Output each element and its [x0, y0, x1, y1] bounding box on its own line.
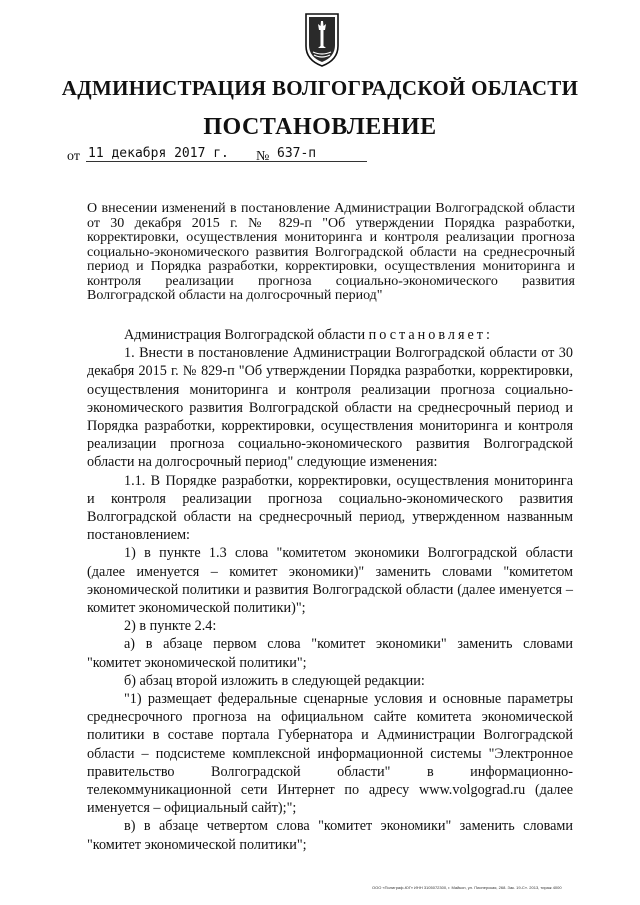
organization-title: АДМИНИСТРАЦИЯ ВОЛГОГРАДСКОЙ ОБЛАСТИ: [61, 76, 579, 100]
quoted-text: "1) размещает федеральные сценарные условия и основные параметры среднесрочного прогноза на официальном сайте комитета экономической политики в составе портала Губернатора и Администрации Волгоградской области – подсистеме комплексной информационной системы "Электронное правительство Волгоградской области" в информационно-телекоммуникационной сети Интернет по адресу www.volgograd.ru (далее именуется – официальный сайт);";: [87, 691, 573, 817]
date-number-line: [67, 146, 367, 166]
item-a: а) в абзаце первом слова "комитет экономики" заменить словами "комитет экономической политики";: [87, 636, 573, 671]
item-1: 1) в пункте 1.3 слова "комитетом экономики Волгоградской области (далее именуется – комитет экономики)" заменить словами "комитетом экономической политики и развития Волгоградской области (далее именуется – комитет экономической политики)";: [87, 545, 573, 617]
document-type-title: ПОСТАНОВЛЕНИЕ: [203, 114, 437, 140]
number-prefix: №: [256, 149, 270, 164]
intro-paragraph: [87, 326, 573, 344]
document-subject: О внесении изменений в постановление Администрации Волгоградской области от 30 декабря 2015 г. № 829-п "Об утверждении Порядка разработки, корректировки, осуществления мониторинга и контроля реализации прогноза социально-экономического развития Волгоградской области на среднесрочный период и Порядка разработки, корректировки, осуществления мониторинга и контроля реализации прогноза социально-экономического развития Волгоградской области на долгосрочный период": [87, 201, 575, 303]
intro-verb: постановляет:: [368, 327, 493, 343]
paragraph-1-1: 1.1. В Порядке разработки, корректировки, осуществления мониторинга и контроля реализации прогноза социально-экономического развития Волгоградской области на среднесрочный период, утвержденном названным постановлением:: [87, 472, 573, 544]
printer-footer: ООО «Полиграф-ЮГ» ИНН 3105072300, г. Майкоп, ул. Пионерская, 268. Зак. 19-С». 2013, тираж 4000: [372, 885, 562, 890]
item-v: в) в абзаце четвертом слова "комитет экономики" заменить словами "комитет экономической политики";: [87, 818, 573, 853]
paragraph-1: 1. Внести в постановление Администрации Волгоградской области от 30 декабря 2015 г. № 829-п "Об утверждении Порядка разработки, корректировки, осуществления мониторинга и контроля реализации прогноза социально-экономического развития Волгоградской области на среднесрочный период и Порядка разработки, корректировки, осуществления мониторинга и контроля реализации прогноза социально-экономического развития Волгоградской области на долгосрочный период" следующие изменения:: [87, 345, 573, 471]
coat-of-arms-emblem-icon: [304, 12, 340, 68]
document-body: [87, 326, 573, 854]
item-2: 2) в пункте 2.4:: [124, 618, 217, 635]
document-date: 11 декабря 2017 г.: [86, 146, 308, 162]
date-prefix: от: [67, 149, 80, 164]
intro-lead: Администрация Волгоградской области: [124, 327, 369, 343]
item-b: б) абзац второй изложить в следующей редакции:: [124, 672, 425, 689]
document-number: 637-п: [275, 146, 367, 162]
